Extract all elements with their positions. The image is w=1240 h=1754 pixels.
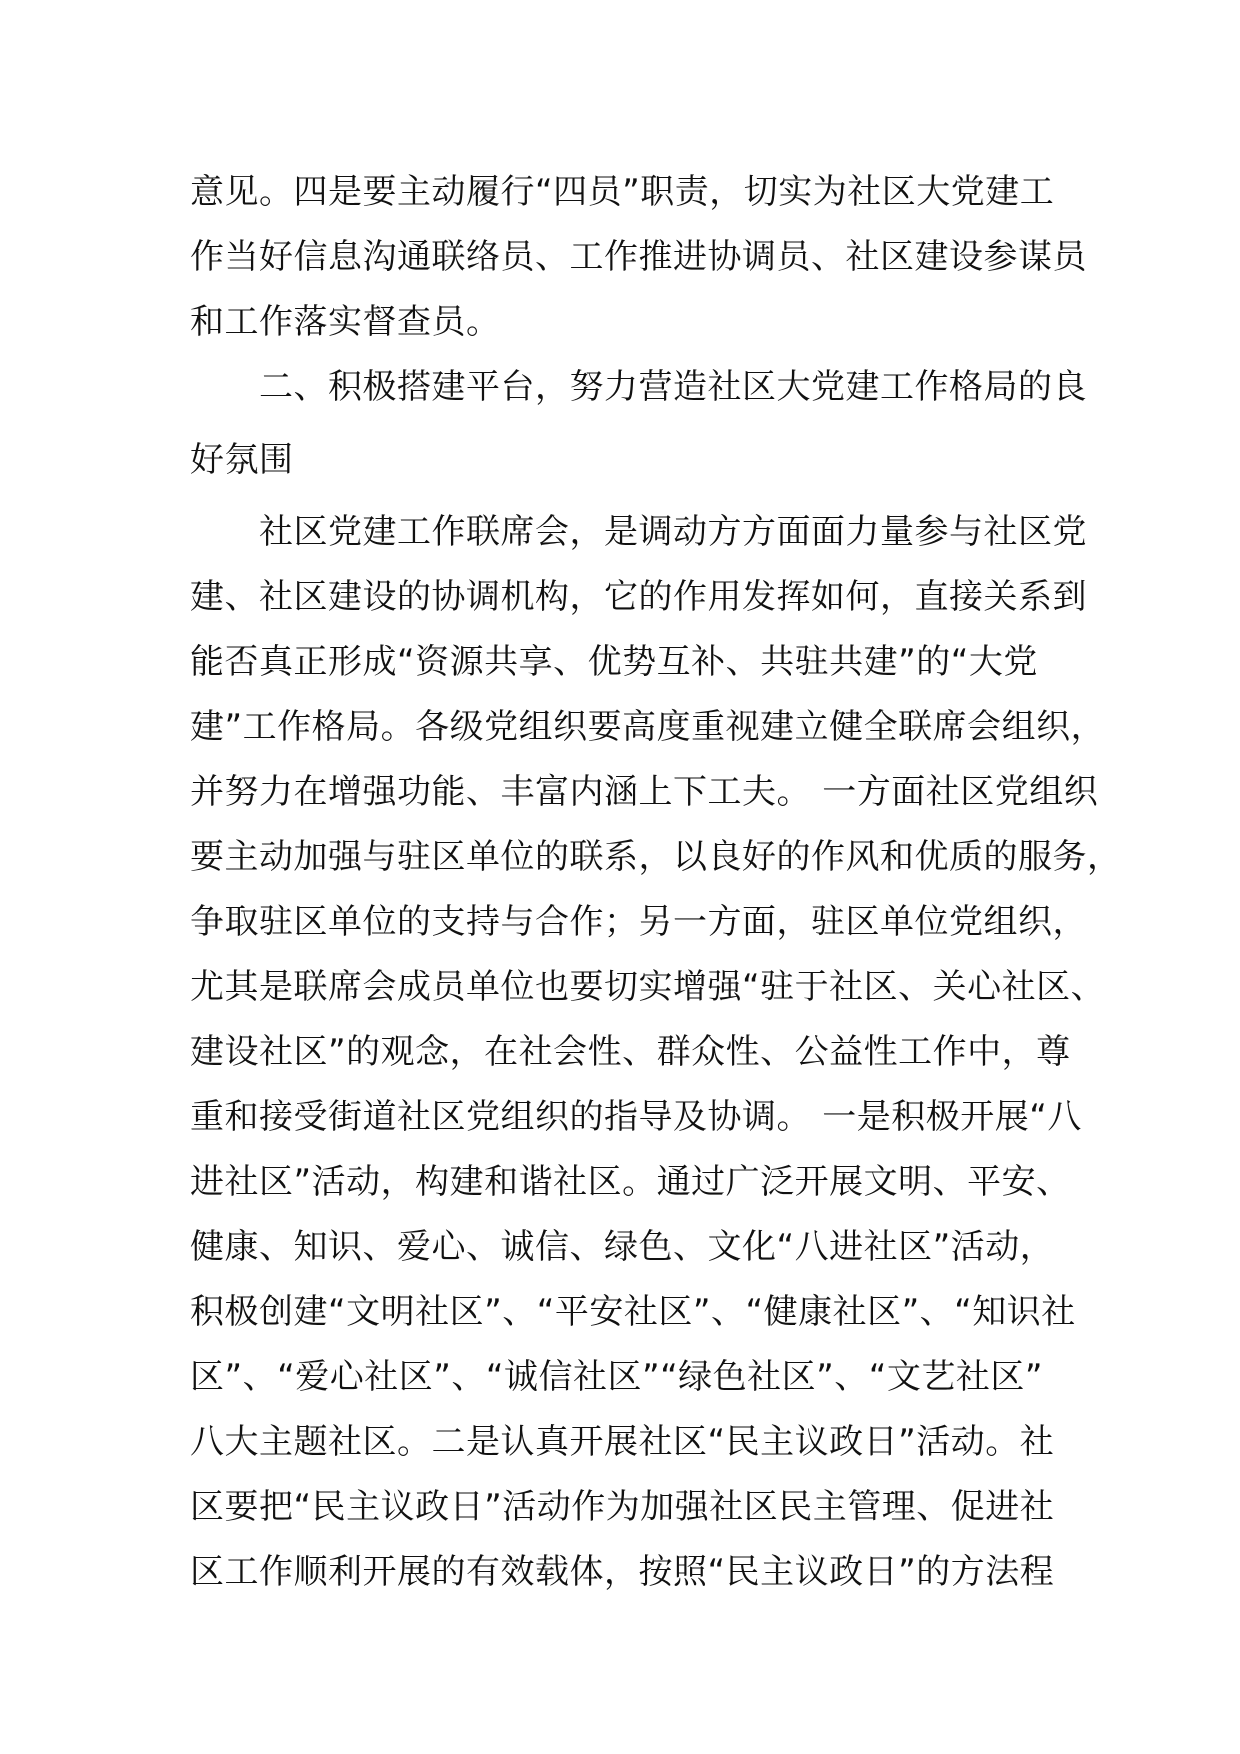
body-text xyxy=(190,160,1122,1605)
text-line: 八大主题社区。二是认真开展社区“民主议政日”活动。社 xyxy=(190,1422,1055,1462)
text-line: 尤其是联席会成员单位也要切实增强“驻于社区、关心社区、 xyxy=(190,967,1106,1007)
text-line: 区”、“爱心社区”、“诚信社区”“绿色社区”、“文艺社区” xyxy=(190,1357,1044,1397)
text-line: 意见。四是要主动履行“四员”职责，切实为社区大党建工 xyxy=(190,172,1055,212)
text-line: 能否真正形成“资源共享、优势互补、共驻共建”的“大党 xyxy=(190,642,1038,682)
section-heading-line: 二、积极搭建平台，努力营造社区大党建工作格局的良 xyxy=(190,367,1087,407)
text-line: 建设社区”的观念，在社会性、群众性、公益性工作中，尊 xyxy=(190,1032,1071,1072)
text-line: 建、社区建设的协调机构，它的作用发挥如何，直接关系到 xyxy=(190,577,1087,617)
text-line: 健康、知识、爱心、诚信、绿色、文化“八进社区”活动， xyxy=(190,1227,1055,1267)
text-line: 社区党建工作联席会，是调动方方面面力量参与社区党 xyxy=(190,512,1087,552)
text-line: 争取驻区单位的支持与合作；另一方面，驻区单位党组织， xyxy=(190,902,1087,942)
text-line: 和工作落实督查员。 xyxy=(190,302,501,342)
text-line: 作当好信息沟通联络员、工作推进协调员、社区建设参谋员 xyxy=(190,237,1087,277)
text-line: 要主动加强与驻区单位的联系，以良好的作风和优质的服务， xyxy=(190,837,1122,877)
text-line: 重和接受街道社区党组织的指导及协调。 一是积极开展“八 xyxy=(190,1097,1082,1137)
section-heading-line: 好氛围 xyxy=(190,440,294,480)
text-line: 积极创建“文明社区”、“平安社区”、“健康社区”、“知识社 xyxy=(190,1292,1076,1332)
text-line: 区要把“民主议政日”活动作为加强社区民主管理、促进社 xyxy=(190,1487,1055,1527)
text-line: 区工作顺利开展的有效载体，按照“民主议政日”的方法程 xyxy=(190,1552,1055,1592)
text-line: 进社区”活动，构建和谐社区。通过广泛开展文明、平安、 xyxy=(190,1162,1071,1202)
text-line: 建”工作格局。各级党组织要高度重视建立健全联席会组织， xyxy=(190,707,1106,747)
text-line: 并努力在增强功能、丰富内涵上下工夫。 一方面社区党组织 xyxy=(190,772,1099,812)
